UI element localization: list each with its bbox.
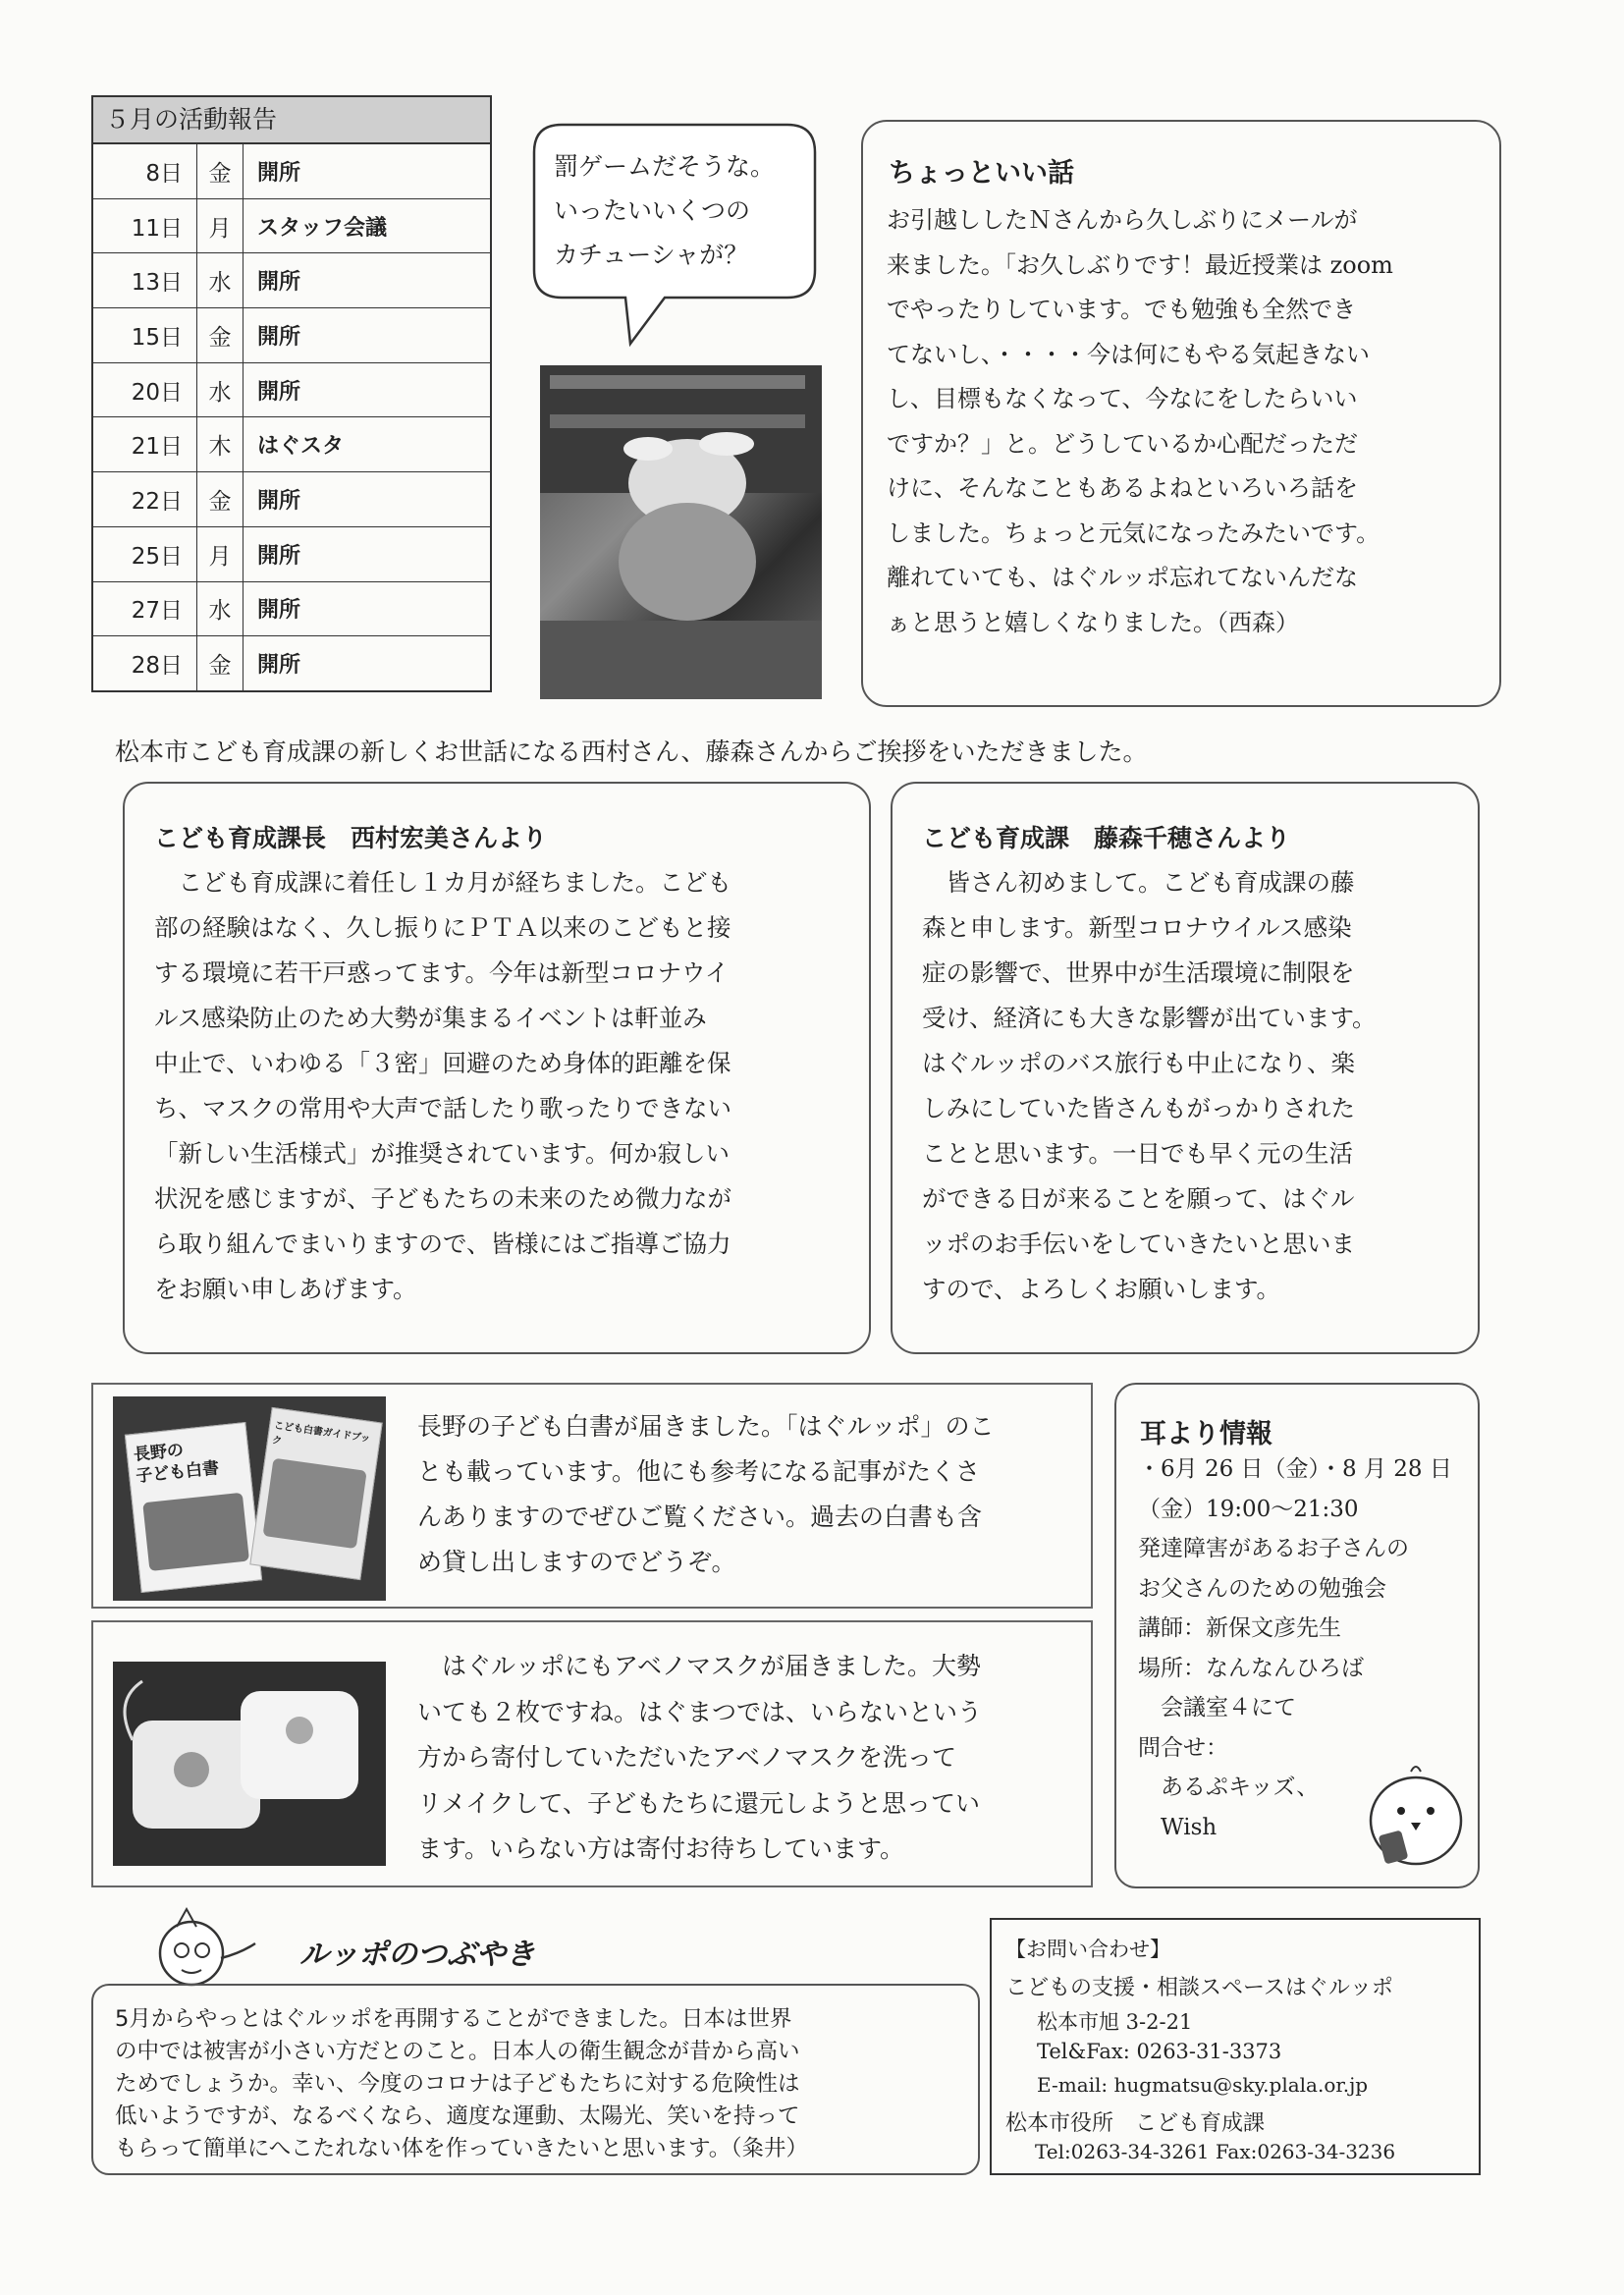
greeting-nishimura-body: こども育成課に着任し１カ月が経ちました。こども 部の経験はなく、久し振りにＰＴＡ以来のこどもと接 する環境に若干戸惑ってます。今年は新型コロナウイ ルス感染防止のため大勢が集まるイベントは軒並み 中止で、いわゆる「３密」回避のため身体的距離を保 ち、マスクの常用や大声で話したり歌ったりできない 「新しい生活様式」が推奨されています。何か寂しい 状況を感じますが、子どもたちの未来のため微力なが ら取り組んでまいりますので、皆様にはご指導ご協力 をお願い申しあげます。 <box>154 868 731 1303</box>
whitepaper-photo <box>113 1396 386 1601</box>
schedule-date: 11日 <box>93 199 197 253</box>
mask-section <box>91 1620 1093 1887</box>
schedule-date: 20日 <box>93 363 197 417</box>
whitepaper-book <box>125 1422 262 1593</box>
greeting-fujimori-title: こども育成課 藤森千穂さんより <box>922 824 1291 852</box>
intro-line: 松本市こども育成課の新しくお世話になる西村さん、藤森さんからご挨拶をいただきました。 <box>115 738 1148 766</box>
info-title: 耳より情報 <box>1140 1419 1272 1449</box>
schedule-weekday: 金 <box>197 472 244 526</box>
schedule-row <box>93 362 490 417</box>
greeting-fujimori-body: 皆さん初めまして。こども育成課の藤 森と申します。新型コロナウイルス感染 症の影響で、世界中が生活環境に制限を 受け、経済にも大きな影響が出ています。 はぐルッポのバス旅行も中止になり、楽 しみにしていた皆さんもがっかりされた ことと思います。一日でも早く元の生活 ができる日が来ることを願って、はぐル ッポのお手伝いをしていきたいと思いま すので、よろしくお願いします。 <box>922 868 1377 1303</box>
schedule-date: 21日 <box>93 417 197 471</box>
guidebook <box>249 1407 382 1580</box>
schedule-row <box>93 307 490 362</box>
schedule-row <box>93 635 490 690</box>
contact-email: E-mail: hugmatsu@sky.plala.or.jp <box>1037 2073 1369 2097</box>
schedule-date: 22日 <box>93 472 197 526</box>
mask-photo-art <box>113 1662 386 1866</box>
contact-city-office: 松本市役所 こども育成課 <box>1005 2111 1266 2136</box>
good-story-body: お引越ししたＮさんから久しぶりにメールが 来ました。「お久しぶりです！最近授業は zoom でやったりしています。でも勉強も全然でき てないし、・・・・今は何にもやる気起きない し、目標もなくなって、今なにをしたらいい ですか？」と。どうしているか心配だっただ けに、そんなこともあるよねといろいろ話を しました。ちょっと元気になったみたいです。 離れていても、はぐルッポ忘れてないんだな ぁと思うと嬉しくなりました。（西森） <box>887 206 1393 636</box>
greeting-nishimura-title: こども育成課長 西村宏美さんより <box>154 824 548 852</box>
good-story-title: ちょっといい話 <box>889 158 1074 189</box>
schedule-weekday: 金 <box>197 636 244 690</box>
contact-city-tel: Tel:0263-34-3261 Fax:0263-34-3236 <box>1035 2140 1396 2163</box>
speech-bubble <box>532 123 817 304</box>
headband-photo <box>540 365 822 699</box>
schedule-event: 開所 <box>257 488 301 514</box>
schedule-date: 15日 <box>93 308 197 362</box>
whitepaper-section <box>91 1383 1093 1609</box>
contact-box <box>990 1918 1481 2175</box>
activity-report-table <box>91 95 492 692</box>
activity-report-title: ５月の活動報告 <box>93 97 490 144</box>
schedule-event: 開所 <box>257 160 301 186</box>
schedule-event: 開所 <box>257 598 301 624</box>
schedule-weekday: 木 <box>197 417 244 471</box>
schedule-weekday: 水 <box>197 253 244 307</box>
schedule-weekday: 金 <box>197 308 244 362</box>
whitepaper-book-cover-art <box>142 1493 249 1571</box>
mask-body: はぐルッポにもアベノマスクが届きました。大勢 いても２枚ですね。はぐまつでは、いらないという 方から寄付していただいたアベノマスクを洗って リメイクして、子どもたちに還元しようと思ってい ます。いらない方は寄付お待ちしています。 <box>417 1652 983 1863</box>
monkey-mascot-icon <box>147 1899 265 1997</box>
schedule-date: 8日 <box>93 144 197 198</box>
schedule-event: 開所 <box>257 270 301 296</box>
mask-photo <box>113 1662 386 1866</box>
schedule-row <box>93 144 490 198</box>
headband-photo-art <box>540 365 822 699</box>
whitepaper-book-title: 長野の 子ども白書 <box>133 1440 221 1487</box>
contact-address: 松本市旭 3-2-21 <box>1037 2010 1193 2034</box>
schedule-event: スタッフ会議 <box>257 215 388 241</box>
schedule-weekday: 水 <box>197 363 244 417</box>
contact-tel-fax: Tel&Fax: 0263-31-3373 <box>1037 2040 1282 2063</box>
chick-icon <box>1362 1762 1470 1870</box>
schedule-event: はぐスタ <box>257 434 345 460</box>
schedule-row <box>93 581 490 636</box>
info-body: ・6月 26 日（金）・8 月 28 日 （金）19:00～21:30 発達障害があるお子さんの お父さんのための勉強会 講師：新保文彦先生 場所：なんなんひろば 会議室４にて 問合せ： あるぷキッズ、 Wish <box>1138 1456 1452 1840</box>
schedule-row <box>93 526 490 581</box>
tsubuyaki-box <box>91 1984 980 2175</box>
guidebook-title: こども白書ガイドブック <box>271 1420 371 1448</box>
schedule-row <box>93 252 490 307</box>
schedule-event: 開所 <box>257 379 301 405</box>
schedule-event: 開所 <box>257 653 301 679</box>
schedule-row <box>93 416 490 471</box>
schedule-event: 開所 <box>257 324 301 350</box>
greeting-fujimori-box <box>891 782 1480 1354</box>
schedule-weekday: 月 <box>197 199 244 253</box>
schedule-date: 28日 <box>93 636 197 690</box>
greeting-nishimura-box <box>123 782 871 1354</box>
schedule-date: 25日 <box>93 527 197 581</box>
schedule-weekday: 月 <box>197 527 244 581</box>
schedule-weekday: 金 <box>197 144 244 198</box>
schedule-row <box>93 198 490 253</box>
speech-bubble-text: 罰ゲームだそうな。 いったいいくつの カチューシャが？ <box>554 152 776 269</box>
schedule-event: 開所 <box>257 543 301 569</box>
schedule-weekday: 水 <box>197 582 244 636</box>
tsubuyaki-body: 5月からやっとはぐルッポを再開することができました。日本は世界 の中では被害が小さい方だとのこと。日本人の衛生観念が昔から高い ためでしょうか。幸い、今度のコロナは子どもたちに対する危険性は 低いようですが、なるべくなら、適度な運動、太陽光、笑いを持って もらって簡単にへこたれない体を作っていきたいと思います。（粂井） <box>115 2006 809 2161</box>
contact-org: こどもの支援・相談スペースはぐルッポ <box>1005 1976 1393 2000</box>
contact-title: 【お問い合わせ】 <box>1005 1938 1170 1961</box>
guidebook-cover-art <box>263 1458 367 1550</box>
schedule-date: 13日 <box>93 253 197 307</box>
schedule-date: 27日 <box>93 582 197 636</box>
schedule-row <box>93 471 490 526</box>
tsubuyaki-title: ルッポのつぶやき <box>299 1938 535 1972</box>
whitepaper-body: 長野の子ども白書が届きました。「はぐルッポ」のこ とも載っています。他にも参考になる記事がたくさ んありますのでぜひご覧ください。過去の白書も含 め貸し出しますのでどうぞ。 <box>417 1412 995 1576</box>
info-box <box>1114 1383 1480 1888</box>
good-story-box <box>861 120 1501 707</box>
